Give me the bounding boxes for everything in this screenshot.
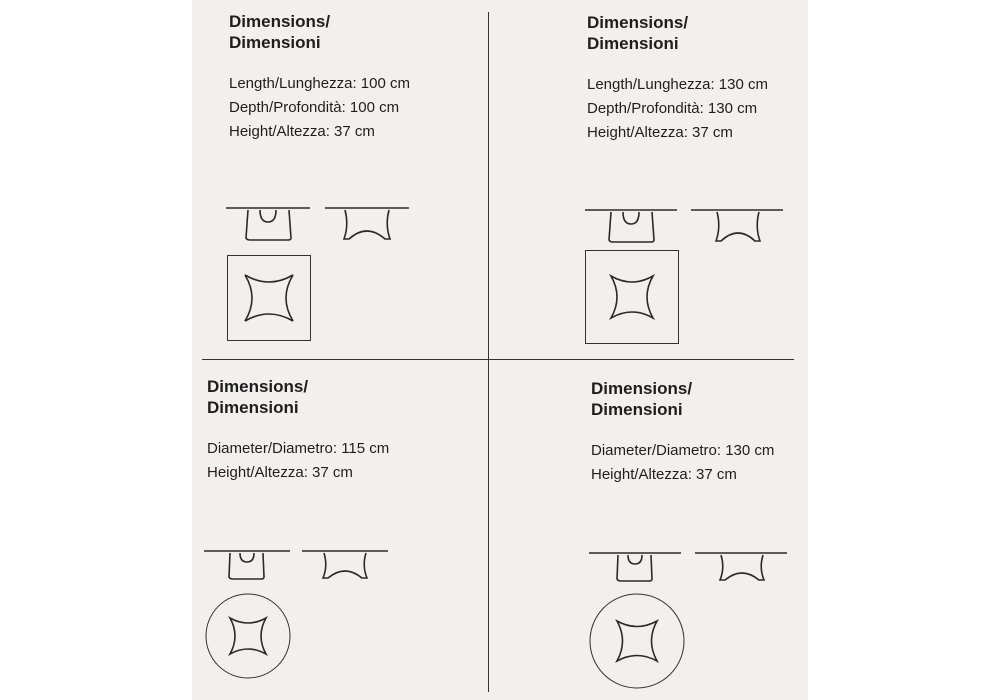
top-view-square-icon	[585, 250, 679, 344]
panel-heading	[587, 12, 768, 54]
panel-square-100	[229, 11, 410, 144]
top-view-square-icon	[227, 255, 311, 341]
dimension-list	[229, 72, 410, 144]
heading-line-2: Dimensioni	[229, 33, 321, 52]
spec-height: Height/Altezza: 37 cm	[587, 124, 733, 141]
top-view-circle-icon	[205, 593, 291, 679]
panel-heading	[207, 376, 389, 418]
panel-round-115	[207, 376, 389, 485]
dimension-list	[207, 437, 389, 485]
spec-length: Length/Lunghezza: 100 cm	[229, 75, 410, 92]
spec-diameter: Diameter/Diametro: 130 cm	[591, 442, 775, 459]
side-view-profile-icon	[302, 548, 390, 584]
horizontal-divider	[202, 359, 794, 360]
dimension-list	[591, 439, 774, 487]
heading-line-1: Dimensions/	[229, 12, 331, 31]
heading-line-2: Dimensioni	[207, 398, 299, 417]
panel-round-130	[591, 378, 774, 487]
side-view-front-icon	[589, 550, 683, 586]
side-view-profile-icon	[325, 205, 411, 245]
heading-line-2: Dimensioni	[591, 400, 683, 419]
top-view-circle-icon	[589, 593, 685, 689]
side-view-front-icon	[226, 205, 312, 245]
heading-line-2: Dimensioni	[587, 34, 679, 53]
spec-height: Height/Altezza: 37 cm	[229, 123, 375, 140]
spec-depth: Depth/Profondità: 130 cm	[587, 100, 758, 117]
side-view-profile-icon	[695, 550, 789, 586]
spec-length: Length/Lunghezza: 130 cm	[587, 76, 768, 93]
panel-heading	[591, 378, 774, 420]
vertical-divider	[488, 12, 489, 692]
spec-diameter: Diameter/Diametro: 115 cm	[207, 440, 390, 457]
spec-depth: Depth/Profondità: 100 cm	[229, 99, 400, 116]
side-view-profile-icon	[691, 207, 785, 247]
side-view-front-icon	[585, 207, 679, 247]
panel-square-130	[587, 12, 768, 145]
heading-line-1: Dimensions/	[587, 13, 689, 32]
side-view-front-icon	[204, 548, 292, 584]
spec-height: Height/Altezza: 37 cm	[207, 464, 353, 481]
heading-line-1: Dimensions/	[591, 379, 693, 398]
panel-heading	[229, 11, 410, 53]
heading-line-1: Dimensions/	[207, 377, 309, 396]
spec-height: Height/Altezza: 37 cm	[591, 466, 737, 483]
dimension-list	[587, 73, 768, 145]
